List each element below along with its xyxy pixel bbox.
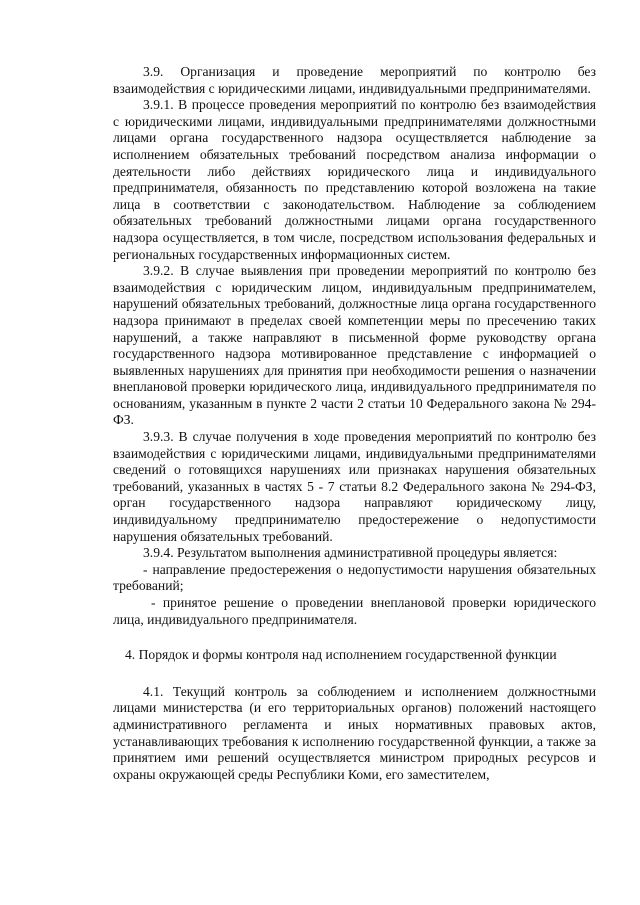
paragraph-3-9-3: 3.9.3. В случае получения в ходе проведения мероприятий по контролю без взаимодействия с юридическими лицами, индивидуальными предпринимателями сведений о готовящихся нарушениях или признаках нарушения обязательных требований, указанных в частях 5 - 7 статьи 8.2 Федерального закона № 294-ФЗ, орган государственного надзора направляют юридическому лицу, индивидуальному предпринимателю предостережение о недопустимости нарушения обязательных требований. [113, 429, 596, 544]
document-page [113, 64, 596, 783]
section-heading: 4. Порядок и формы контроля над исполнением государственной функции [125, 647, 557, 663]
list-item-decision: - принятое решение о проведении внеплановой проверки юридического лица, индивидуального предпринимателя. [113, 595, 596, 627]
paragraph-3-9-2: 3.9.2. В случае выявления при проведении мероприятий по контролю без взаимодействия с юридическим лицом, индивидуальным предпринимателем, нарушений обязательных требований, должностные лица органа государственного надзора принимают в пределах своей компетенции меры по пресечению таких нарушений, а также направляют в письменной форме руководству органа государственного надзора мотивированное представление с информацией о выявленных нарушениях для принятия при необходимости решения о назначении внеплановой проверки юридического лица, индивидуального предпринимателя по основаниям, указанным в пункте 2 части 2 статьи 10 Федерального закона № 294-ФЗ. [113, 263, 596, 428]
paragraph-3-9: 3.9. Организация и проведение мероприятий по контролю без взаимодействия с юридическими лицами, индивидуальными предпринимателями. [113, 64, 596, 96]
list-item-warning: - направление предостережения о недопустимости нарушения обязательных требований; [113, 561, 596, 594]
paragraph-4-1: 4.1. Текущий контроль за соблюдением и исполнением должностными лицами министерства (и его территориальных органов) положений настоящего административного регламента и иных нормативных правовых актов, устанавливающих требования к исполнению государственной функции, а также за принятием ими решений осуществляется министром природных ресурсов и охраны окружающей среды Республики Коми, его заместителем, [113, 683, 596, 782]
paragraph-3-9-4: 3.9.4. Результатом выполнения административной процедуры является: [143, 545, 558, 561]
paragraph-3-9-1: 3.9.1. В процессе проведения мероприятий по контролю без взаимодействия с юридическими лицами, индивидуальными предпринимателями должностными лицами органа государственного надзора осуществляется наблюдение за исполнением обязательных требований посредством анализа информации о деятельности либо действиях юридического лица и индивидуального предпринимателя, обязанность по представлению которой возложена на такие лица в соответствии с законодательством. Наблюдение за соблюдением обязательных требований должностными лицами органа государственного надзора осуществляется, в том числе, посредством использования федеральных и региональных государственных информационных систем. [113, 97, 596, 262]
